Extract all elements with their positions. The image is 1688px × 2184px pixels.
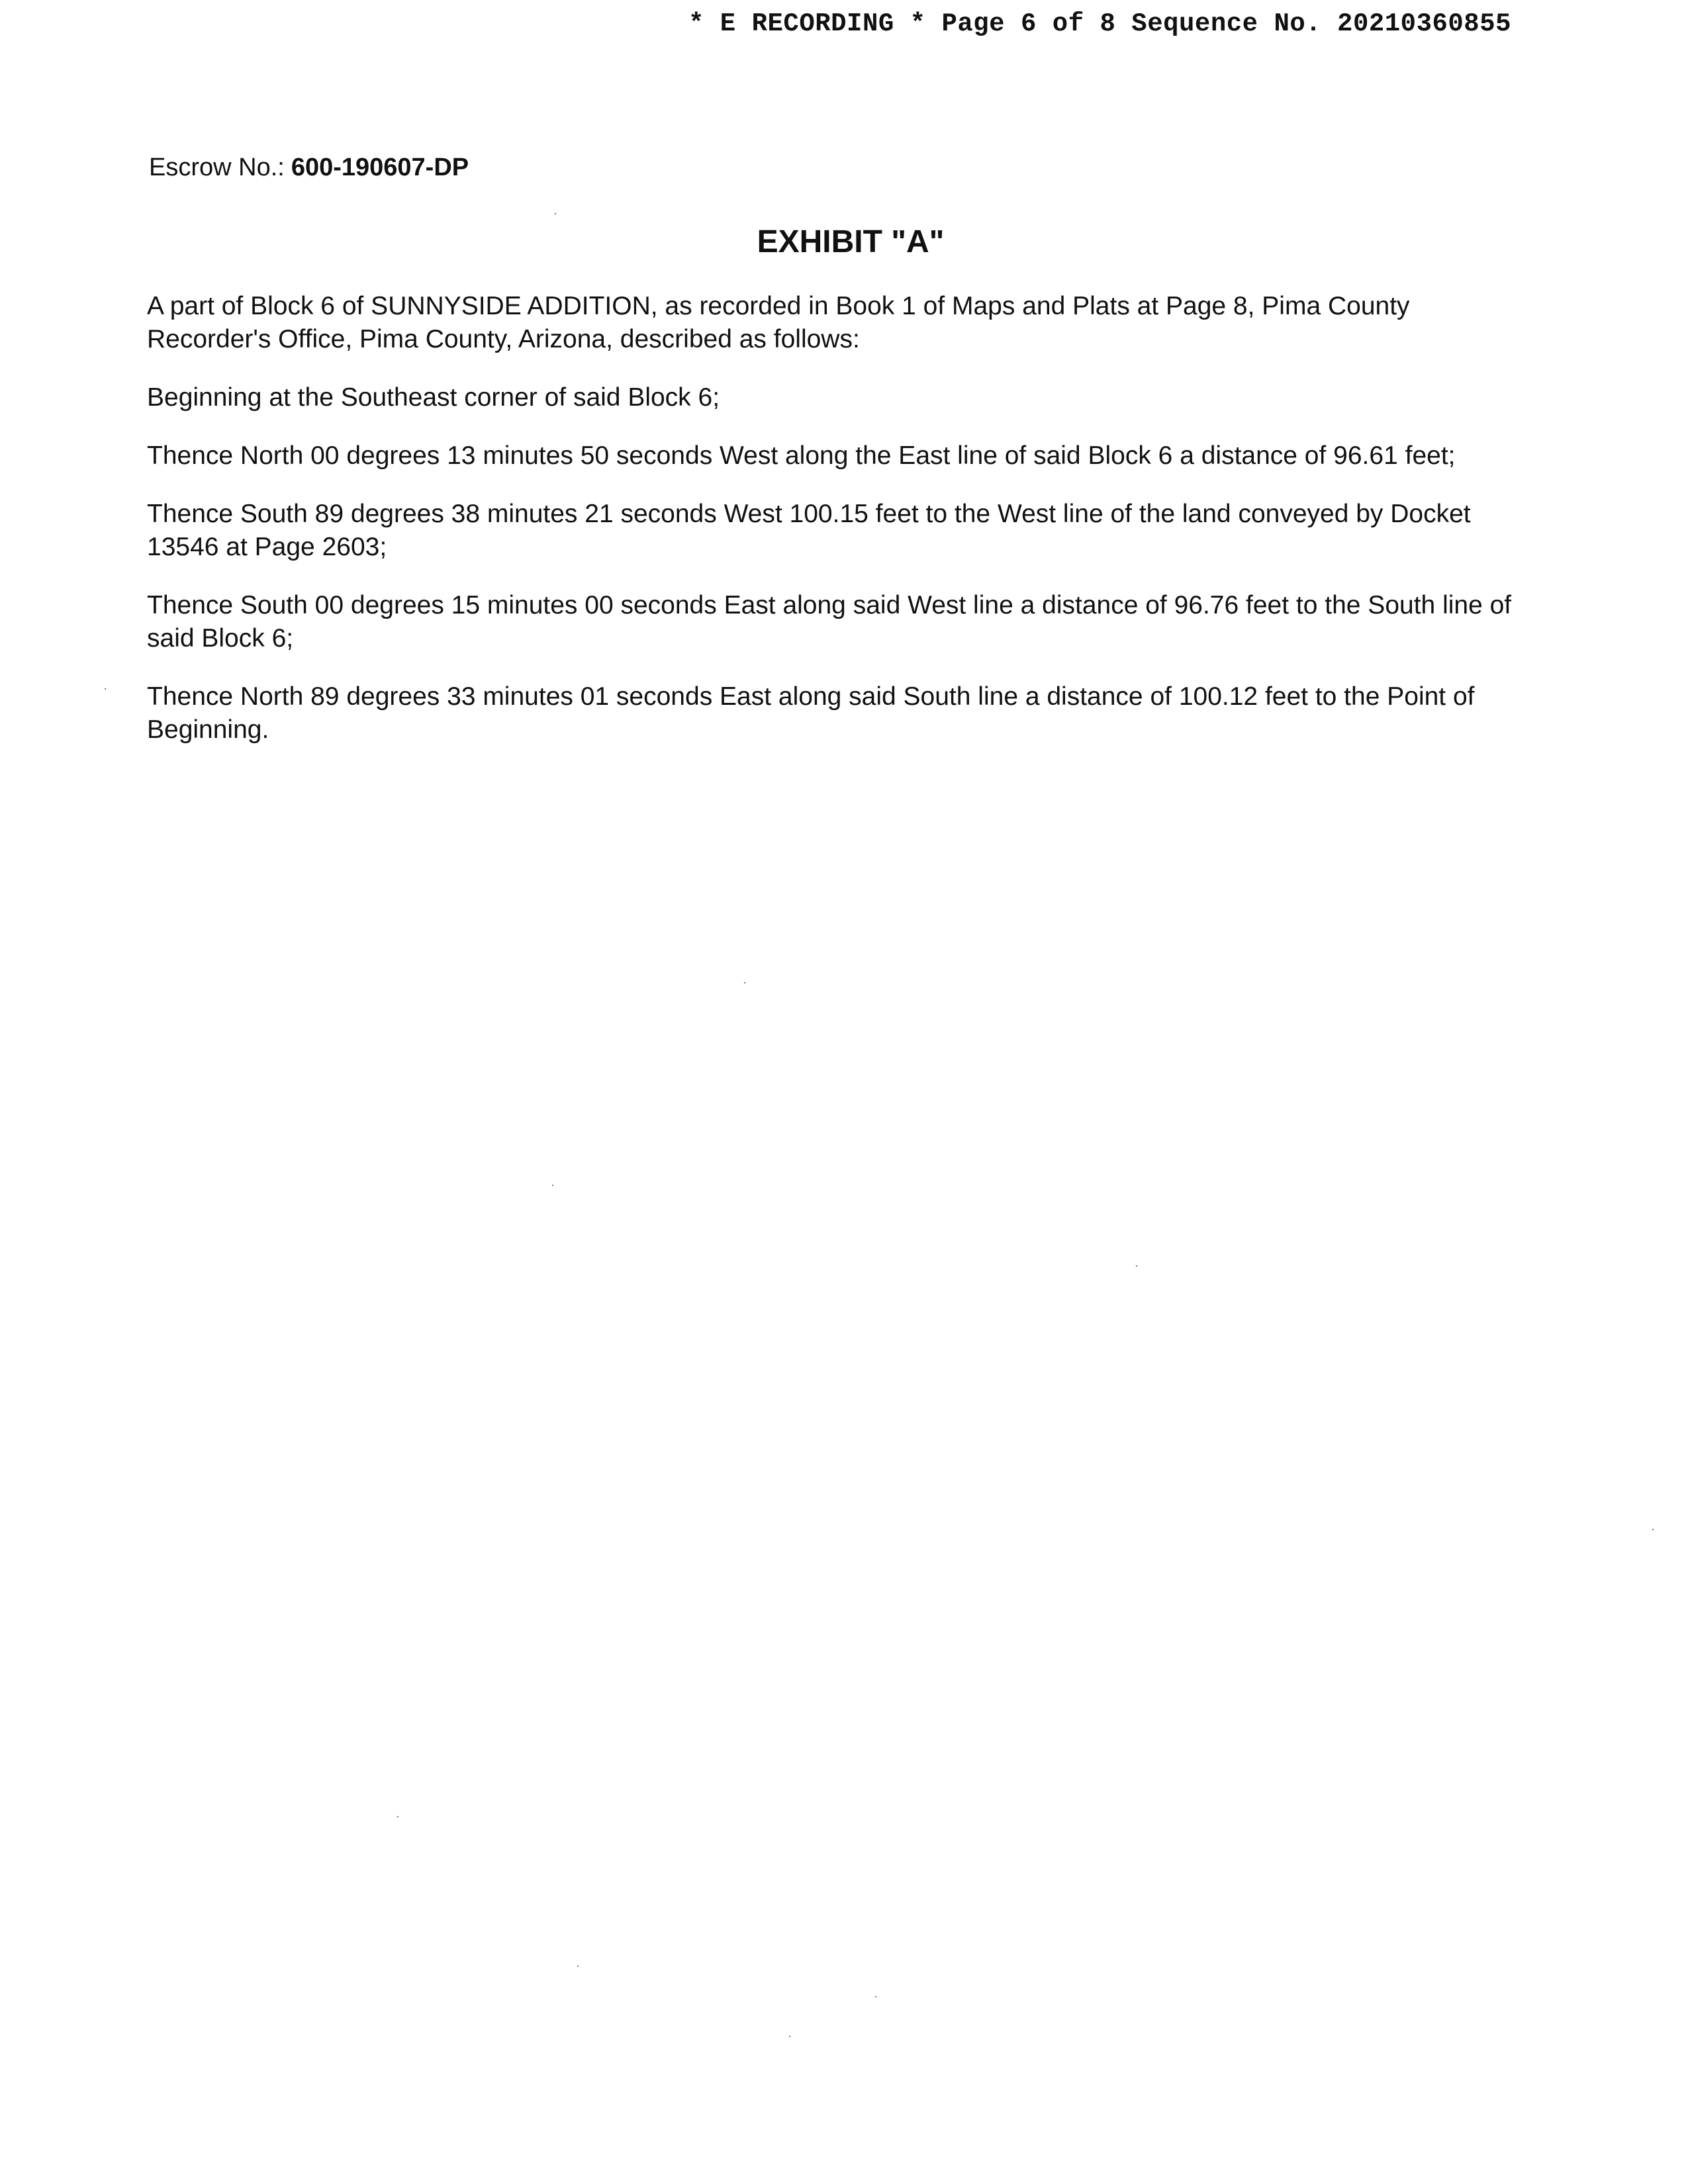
scan-speck bbox=[789, 2036, 790, 2037]
scan-speck bbox=[555, 213, 556, 214]
legal-paragraph-beginning: Beginning at the Southeast corner of said Block 6; bbox=[147, 383, 720, 412]
recording-header: * E RECORDING * Page 6 of 8 Sequence No. 20210360855 bbox=[688, 9, 1511, 38]
scan-speck bbox=[1136, 1265, 1137, 1267]
legal-paragraph-course-4: Thence North 89 degrees 33 minutes 01 seconds East along said South line a distance of 100.12 feet to the Point of Beginning. bbox=[147, 682, 1475, 744]
escrow-number bbox=[149, 154, 469, 182]
scan-speck bbox=[552, 1185, 553, 1186]
scan-speck bbox=[577, 1966, 579, 1967]
scan-speck bbox=[105, 688, 106, 690]
escrow-label: Escrow No.: bbox=[149, 154, 285, 181]
exhibit-title: EXHIBIT "A" bbox=[757, 224, 945, 259]
legal-paragraph-course-1: Thence North 00 degrees 13 minutes 50 seconds West along the East line of said Block 6 a distance of 96.61 feet; bbox=[147, 441, 1456, 470]
legal-paragraph-course-3: Thence South 00 degrees 15 minutes 00 seconds East along said West line a distance of 96.76 feet to the South line of said Block 6; bbox=[147, 591, 1512, 653]
scan-speck bbox=[397, 1816, 399, 1817]
legal-paragraph-intro: A part of Block 6 of SUNNYSIDE ADDITION, as recorded in Book 1 of Maps and Plats at Page 8, Pima County Recorder's Office, Pima County, Arizona, described as follows: bbox=[147, 292, 1410, 353]
scan-speck bbox=[744, 982, 745, 983]
legal-paragraph-course-2: Thence South 89 degrees 38 minutes 21 seconds West 100.15 feet to the West line of the land conveyed by Docket 13546 at Page 2603; bbox=[147, 500, 1471, 561]
escrow-value: 600-190607-DP bbox=[291, 154, 469, 181]
scan-speck bbox=[875, 1996, 876, 1997]
scan-speck bbox=[1652, 1529, 1654, 1530]
legal-description bbox=[147, 290, 1524, 772]
